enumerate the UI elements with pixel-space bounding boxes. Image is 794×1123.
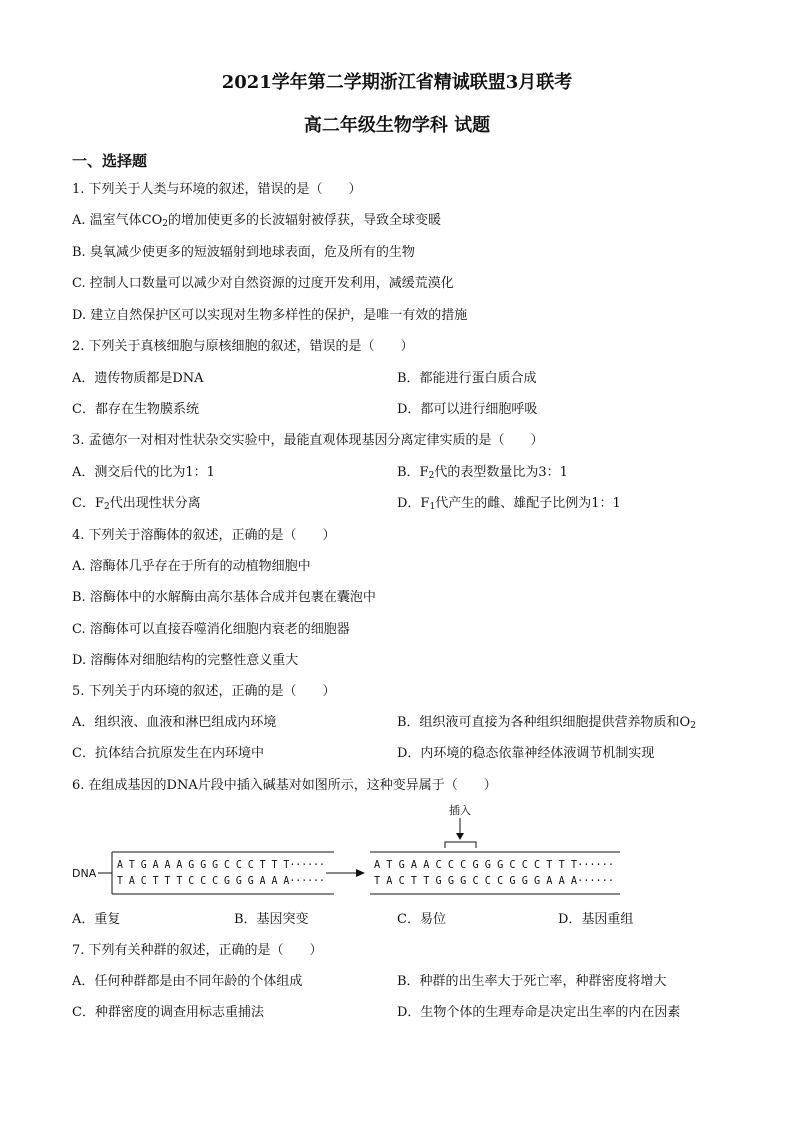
question-3-option-a[interactable]: A．测交后代的比为1：1 <box>72 465 215 480</box>
question-6-stem: 6. 在组成基因的DNA片段中插入碱基对如图所示，这种变异属于（ ） <box>72 778 497 793</box>
section-heading: 一、选择题 <box>72 152 148 170</box>
question-2-option-c[interactable]: C．都存在生物膜系统 <box>72 402 199 417</box>
question-5-stem: 5. 下列关于内环境的叙述，正确的是（ ） <box>72 684 336 699</box>
question-7-option-c[interactable]: C．种群密度的调查用标志重捕法 <box>72 1005 264 1020</box>
question-1-option-c[interactable]: C. 控制人口数量可以减少对自然资源的过度开发利用，减缓荒漠化 <box>72 276 454 291</box>
dna-diagram <box>68 800 628 895</box>
question-3-stem: 3. 孟德尔一对相对性状杂交实验中，最能直观体现基因分离定律实质的是（ ） <box>72 433 544 448</box>
question-6-option-d[interactable]: D．基因重组 <box>558 912 634 927</box>
question-7-option-a[interactable]: A．任何种群都是由不同年龄的个体组成 <box>72 974 303 989</box>
question-6-option-b[interactable]: B．基因突变 <box>234 912 309 927</box>
exam-subtitle: 高二年级生物学科 试题 <box>303 115 491 136</box>
question-1-option-d[interactable]: D. 建立自然保护区可以实现对生物多样性的保护，是唯一有效的措施 <box>72 308 468 323</box>
insert-label: 插入 <box>449 804 471 817</box>
question-1-stem: 1. 下列关于人类与环境的叙述，错误的是（ ） <box>72 182 362 197</box>
question-3-option-b[interactable]: B．$F_2$代的表型数量比为3：1 <box>397 465 568 481</box>
question-5-option-b[interactable]: B．组织液可直接为各种组织细胞提供营养物质和$O_2$ <box>397 715 696 731</box>
question-3-option-c[interactable]: C．$F_2$代出现性状分离 <box>72 496 201 512</box>
insert-arrow-head <box>456 833 464 840</box>
question-4-option-b[interactable]: B. 溶酶体中的水解酶由高尔基体合成并包裹在囊泡中 <box>72 590 376 605</box>
right-top-strand: A T G A A C C C G G G C C C T T T······ <box>374 858 614 871</box>
insert-bracket <box>445 842 476 848</box>
question-5-option-c[interactable]: C．抗体结合抗原发生在内环境中 <box>72 746 264 761</box>
question-6-option-a[interactable]: A．重复 <box>72 912 121 927</box>
question-2-option-b[interactable]: B．都能进行蛋白质合成 <box>397 371 537 386</box>
question-7-option-b[interactable]: B．种群的出生率大于死亡率，种群密度将增大 <box>397 974 667 989</box>
question-4-stem: 4. 下列关于溶酶体的叙述，正确的是（ ） <box>72 528 336 543</box>
question-4-option-c[interactable]: C. 溶酶体可以直接吞噬消化细胞内衰老的细胞器 <box>72 622 350 637</box>
dna-insertion-figure <box>68 800 628 895</box>
question-4-option-d[interactable]: D. 溶酶体对细胞结构的完整性意义重大 <box>72 653 299 668</box>
question-2-option-d[interactable]: D．都可以进行细胞呼吸 <box>397 402 538 417</box>
question-7-stem: 7. 下列有关种群的叙述，正确的是（ ） <box>72 943 323 958</box>
question-1-option-a[interactable]: A. 温室气体$CO_2$的增加使更多的长波辐射被俘获，导致全球变暖 <box>72 213 442 229</box>
left-top-strand: A T G A A A G G G C C C T T T······ <box>117 858 325 871</box>
dna-label: DNA <box>72 867 97 880</box>
question-4-option-a[interactable]: A. 溶酶体几乎存在于所有的动植物细胞中 <box>72 559 311 574</box>
question-2-option-a[interactable]: A．遗传物质都是DNA <box>72 371 204 386</box>
question-5-option-a[interactable]: A．组织液、血液和淋巴组成内环境 <box>72 715 277 730</box>
question-5-option-d[interactable]: D．内环境的稳态依靠神经体液调节机制实现 <box>397 746 655 761</box>
question-7-option-d[interactable]: D．生物个体的生理寿命是决定出生率的内在因素 <box>397 1005 681 1020</box>
question-3-option-d[interactable]: D．$F_1$代产生的雌、雄配子比例为1：1 <box>397 496 621 512</box>
exam-title: 2021学年第二学期浙江省精诚联盟3月联考 <box>221 72 573 93</box>
question-6-option-c[interactable]: C．易位 <box>397 912 446 927</box>
transform-arrow-head <box>356 869 365 877</box>
question-2-stem: 2. 下列关于真核细胞与原核细胞的叙述，错误的是（ ） <box>72 339 414 354</box>
question-1-option-b[interactable]: B. 臭氧减少使更多的短波辐射到地球表面，危及所有的生物 <box>72 245 415 260</box>
right-bottom-strand: T A C T T G G G C C C G G G A A A······ <box>374 874 614 887</box>
left-bottom-strand: T A C T T T C C C G G G A A A······ <box>117 874 325 887</box>
